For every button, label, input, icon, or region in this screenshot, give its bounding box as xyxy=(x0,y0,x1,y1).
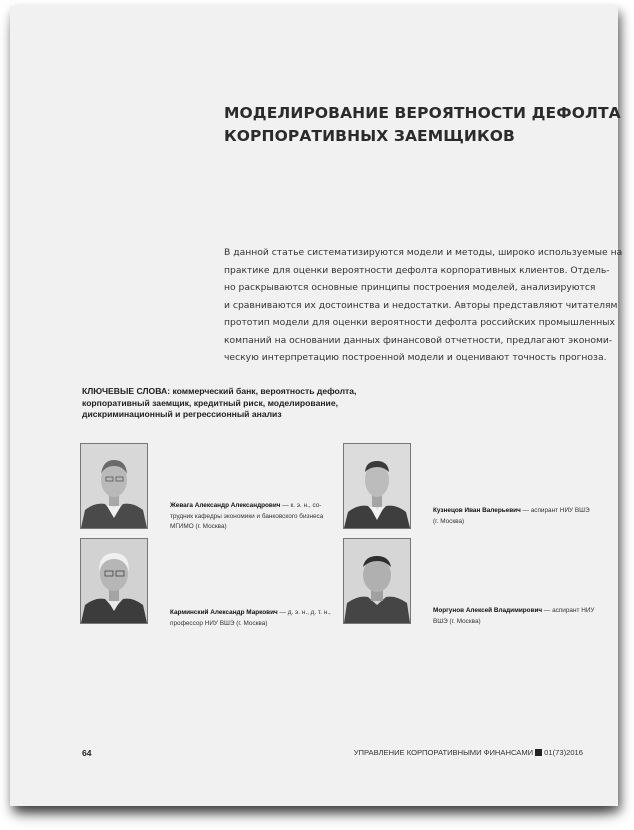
author-desc: МГИМО (г. Москва) xyxy=(170,523,227,530)
author-morgunov xyxy=(433,606,603,627)
author-desc: — к. э. н., со- xyxy=(280,502,322,509)
author-desc: профессор НИУ ВШЭ (г. Москва) xyxy=(170,619,268,627)
journal-page xyxy=(10,6,623,806)
abstract-line: ческую интерпретацию построенной модели и оценивают точность прогноза. xyxy=(224,352,607,363)
article-title xyxy=(224,102,621,148)
abstract-line: и сравниваются их достоинства и недостатки. Авторы представляют читателям xyxy=(224,299,618,311)
page-number: 64 xyxy=(82,748,92,758)
abstract-line: В данной статье систематизируются модели и методы, широко используемые на xyxy=(224,247,623,258)
author-name: Кузнецов Иван Валерьевич xyxy=(433,507,521,514)
author-desc: (г. Москва) xyxy=(433,517,465,525)
author-desc: — д. э. н., д. т. н., xyxy=(277,609,331,616)
author-desc: — аспирант НИУ ВШЭ xyxy=(520,507,590,514)
keywords-line: КЛЮЧЕВЫЕ СЛОВА: коммерческий банк, вероятность дефолта, xyxy=(82,386,357,396)
author-karminsky xyxy=(170,608,340,629)
title-line: КОРПОРАТИВНЫХ ЗАЕМЩИКОВ xyxy=(224,127,515,145)
abstract-line: практике для оценки вероятности дефолта корпоративных клиентов. Отдель- xyxy=(224,264,610,276)
author-photo-kuznetsov xyxy=(343,443,411,529)
journal-footer xyxy=(354,748,583,757)
article-abstract xyxy=(224,244,623,367)
keywords-line: дискриминационный и регрессионный анализ xyxy=(82,409,282,419)
author-photo-karminsky xyxy=(80,538,148,624)
keywords-block xyxy=(82,386,382,421)
author-zhevaga xyxy=(170,501,340,533)
abstract-line: компаний на основании данных финансовой отчетности, предлагают экономи- xyxy=(224,334,613,346)
author-photo-morgunov xyxy=(343,538,411,624)
journal-name: УПРАВЛЕНИЕ КОРПОРАТИВНЫМИ ФИНАНСАМИ xyxy=(353,748,534,757)
square-separator-icon xyxy=(535,749,542,756)
keywords-line: корпоративный заемщик, кредитный риск, моделирование, xyxy=(82,397,339,408)
author-name: Жевага Александр Александрович xyxy=(170,502,281,509)
title-line: МОДЕЛИРОВАНИЕ ВЕРОЯТНОСТИ ДЕФОЛТА xyxy=(224,104,621,122)
journal-issue: 01(73)2016 xyxy=(544,748,583,757)
author-desc: — аспирант НИУ xyxy=(542,607,595,614)
author-name: Карминский Александр Маркович xyxy=(170,609,278,616)
abstract-line: но раскрываются основные принципы построения моделей, анализируются xyxy=(224,282,596,293)
author-photo-zhevaga xyxy=(80,443,148,529)
abstract-line: прототип модели для оценки вероятности дефолта российских промышленных xyxy=(224,317,615,328)
author-kuznetsov xyxy=(433,506,603,527)
author-name: Моргунов Алексей Владимирович xyxy=(433,607,543,614)
author-desc: ВШЭ (г. Москва) xyxy=(433,617,481,625)
author-desc: трудник кафедры экономики и банковского бизнеса xyxy=(170,512,324,520)
